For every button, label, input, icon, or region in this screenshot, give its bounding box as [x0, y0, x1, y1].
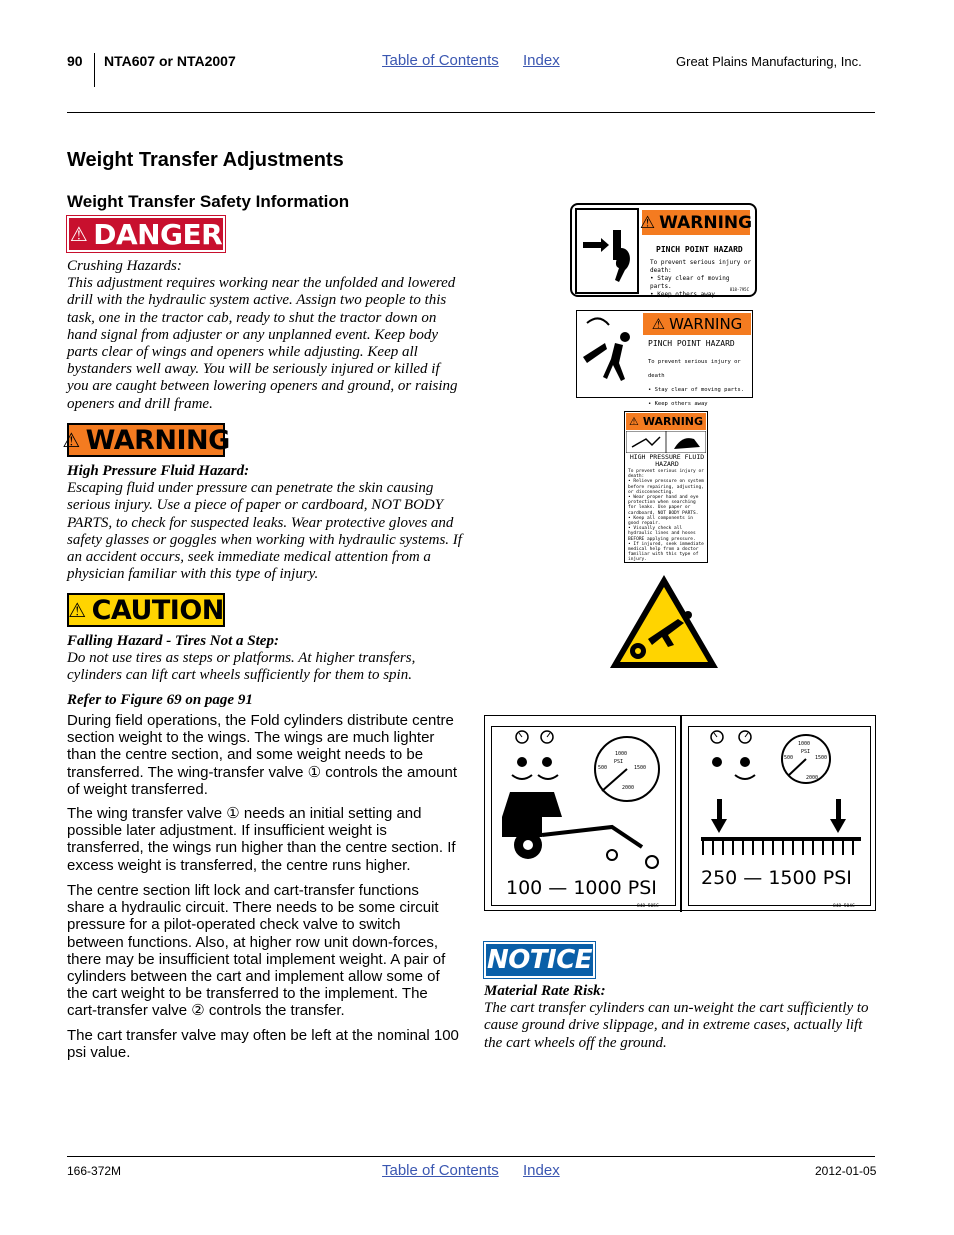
caution-label: CAUTION [91, 594, 224, 626]
paragraph-1: During field operations, the Fold cylinders distribute centre section weight to the wings. The wings are much lighter than the centre section, and some weight needs to be transferred. The wing-transfer valve ① controls the amount of weight transferred. [67, 712, 458, 798]
figure-reference: Refer to Figure 69 on page 91 [67, 692, 253, 708]
decal-2-header [643, 313, 751, 335]
decal-3-line: • Visually check all hydraulic lines and hoses BEFORE applying pressure. [628, 526, 696, 542]
decal-divider [680, 716, 682, 912]
transfer-pressure-decals [484, 715, 876, 911]
alert-triangle-icon: ⚠ [651, 315, 666, 333]
decal-2-line: • Keep others away [648, 401, 708, 407]
decal-3-line: • Wear proper hand and eye protection when searching for leaks. Use paper or cardboard, NOT BODY PARTS. [628, 495, 699, 516]
pinch-point-decal-1 [570, 203, 757, 297]
alert-triangle-icon: ⚠ [628, 415, 639, 428]
page-number: 90 [67, 53, 83, 69]
pinch-point-decal-2 [576, 310, 753, 407]
falling-person-icon [579, 313, 641, 397]
warning-heading: High Pressure Fluid Hazard: [67, 463, 250, 479]
decal-1-header [639, 210, 753, 235]
decal-3-intro: To prevent serious injury or death: [628, 469, 704, 480]
alert-triangle-icon: ⚠ [639, 212, 656, 233]
cart-transfer-decal [491, 726, 676, 906]
left-gauge-tick: 1500 [634, 765, 647, 771]
danger-label: DANGER [93, 217, 223, 251]
decal-1-hazard: PINCH POINT HAZARD [656, 245, 743, 254]
table-of-contents-link[interactable]: Table of Contents [382, 52, 499, 69]
caution-message [67, 633, 462, 685]
warning-message [67, 463, 462, 583]
decal-1-line: • Keep others away. [650, 291, 719, 298]
notice-label: NOTICE [486, 945, 593, 975]
decal-3-text [628, 469, 706, 563]
decal-3-line: • Relieve pressure on system before repairing, adjusting, or disconnecting. [628, 479, 704, 495]
decal-3-line: • If injured, seek immediate medical help from a doctor familiar with this type of injury. [628, 541, 704, 563]
decal-3-header [626, 413, 706, 430]
decal-2-text [648, 355, 752, 411]
decal-1-text [650, 259, 754, 299]
decal-3-label: WARNING [642, 415, 704, 428]
high-pressure-fluid-decal [624, 411, 708, 563]
section-subtitle: Weight Transfer Safety Information [67, 192, 350, 211]
model-name: NTA607 or NTA2007 [104, 53, 236, 69]
danger-message [67, 258, 462, 413]
caution-heading: Falling Hazard - Tires Not a Step: [67, 633, 279, 649]
decal-2-hazard: PINCH POINT HAZARD [648, 339, 735, 348]
danger-signal-word [67, 216, 225, 252]
header-divider [94, 53, 95, 87]
danger-heading: Crushing Hazards [67, 258, 177, 274]
danger-text: This adjustment requires working near the unfolded and lowered drill with the hydraulic system active. Assign two people to this task, one in the tractor cab, ready to shut the tractor down on hand signal from adjuster or any unplanned event. Keep body parts clear of wings and openers while adjusting. Keep all bystanders well away. You will be seriously injured or killed if you are caught between lowering openers and ground, or raising openers and drill frame. [67, 275, 458, 412]
page-title: Weight Transfer Adjustments [67, 149, 344, 171]
notice-text: The cart transfer cylinders can un-weight the cart sufficiently to cause ground drive slippage, and in extreme cases, actually lift the cart wheels off the ground. [484, 1000, 869, 1051]
left-gauge-tick: 2000 [622, 785, 635, 791]
index-link[interactable]: Index [523, 1162, 560, 1179]
pinch-point-icon [575, 208, 639, 294]
left-gauge-unit: PSI [614, 759, 624, 765]
wing-implement-icon [689, 727, 872, 877]
header-rule [67, 112, 875, 113]
decal-2-line: • Stay clear of moving parts. [648, 387, 745, 393]
decal-3-hazard: HIGH PRESSURE FLUID HAZARD [629, 453, 705, 468]
warning-text: Escaping fluid under pressure can penetrate the skin causing serious injury. Use a piece of paper or cardboard, NOT BODY PARTS, to check for suspected leaks. Wear protective gloves and safety glasses or goggles when working with hydraulic systems. If an accident occurs, seek immediate medical attention from a physician familiar with this type of injury. [67, 480, 462, 583]
company-name: Great Plains Manufacturing, Inc. [676, 54, 862, 69]
document-number: 166-372M [67, 1164, 122, 1178]
caution-signal-word [67, 593, 225, 627]
decal-3-line: • Keep all components in good repair. [628, 515, 694, 527]
warning-label: WARNING [85, 424, 230, 456]
fluid-injection-icon [626, 431, 706, 453]
footer-rule [67, 1156, 875, 1157]
caution-text: Do not use tires as steps or platforms. At higher transfers, cylinders can lift cart wheels sufficiently for them to spin. [67, 650, 416, 684]
falling-hazard-triangle-icon [608, 573, 720, 671]
notice-heading: Material Rate Risk: [484, 983, 606, 999]
right-gauge-tick: 500 [784, 755, 794, 761]
danger-heading-colon: : [176, 258, 182, 274]
wing-transfer-decal [688, 726, 871, 906]
notice-signal-word [484, 942, 595, 978]
warning-signal-word [62, 423, 230, 457]
decal-1-line: • Stay clear of moving parts. [650, 275, 730, 290]
paragraph-4: The cart transfer valve may often be left at the nominal 100 psi value. [67, 1027, 459, 1062]
right-part-number: 848-504C [833, 904, 855, 909]
right-gauge-unit: PSI [801, 749, 811, 755]
left-gauge-tick: 500 [598, 765, 608, 771]
cart-implement-icon [492, 727, 677, 877]
publication-date: 2012-01-05 [815, 1164, 877, 1178]
alert-triangle-icon: ⚠ [69, 222, 88, 246]
right-gauge-tick: 1500 [815, 755, 828, 761]
left-part-number: 848-505C [637, 904, 659, 909]
decal-1-line: To prevent serious injury or death: [650, 259, 752, 274]
paragraph-2: The wing transfer valve ① needs an initial setting and possible later adjustment. If insufficient weight is transferred, the wings run higher than the centre section. If excess weight is transferred, the centre runs higher. [67, 805, 456, 874]
left-gauge-tick: 1000 [615, 751, 628, 757]
index-link[interactable]: Index [523, 52, 560, 69]
paragraph-3: The centre section lift lock and cart-transfer functions share a hydraulic circuit. There needs to be some circuit pressure for a pilot-operated check valve to switch between functions. Also, at higher row unit down-forces, there may be insufficient total implement weight. A pair of cylinders between the cart and implement allow some of the cart weight to be transferred to the implement. The cart-transfer valve ② controls the transfer. [67, 882, 446, 1020]
decal-2-line: To prevent serious injury or death [648, 359, 741, 379]
right-gauge-tick: 2000 [806, 775, 819, 781]
decal-2-label: WARNING [669, 315, 743, 333]
cart-transfer-range: 100 — 1000 PSI [506, 877, 657, 899]
wing-transfer-range: 250 — 1500 PSI [701, 867, 852, 889]
decal-1-label: WARNING [659, 212, 753, 233]
alert-triangle-icon: ⚠ [68, 598, 86, 622]
notice-message [484, 983, 876, 1052]
table-of-contents-link[interactable]: Table of Contents [382, 1162, 499, 1179]
alert-triangle-icon: ⚠ [62, 428, 80, 452]
right-gauge-tick: 1000 [798, 741, 811, 747]
decal-1-part-number: 818-795C [729, 287, 749, 292]
